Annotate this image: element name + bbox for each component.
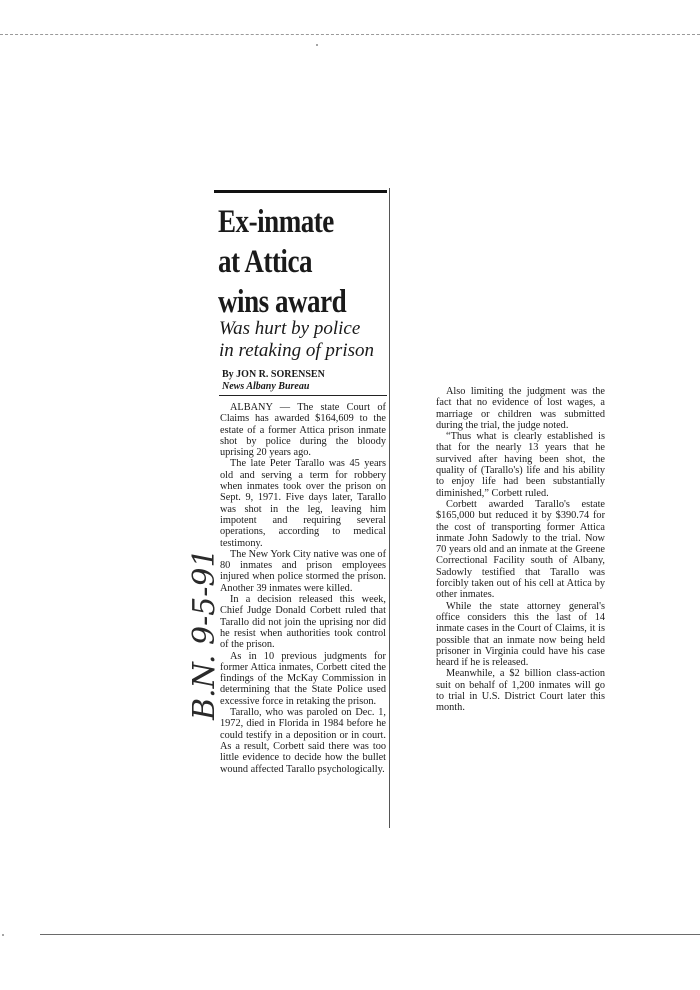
paragraph: Meanwhile, a $2 billion class-action suit on behalf of 1,200 inmates will go to trial in U.S. District Court later this month.: [436, 668, 605, 714]
paragraph: As in 10 previous judgments for former Attica inmates, Corbett cited the findings of the McKay Commission in determining that the State Police used excessive force in retaking the prison.: [220, 650, 386, 707]
scan-edge-bottom: [40, 934, 700, 935]
headline-line: Ex-inmate: [218, 204, 334, 240]
byline-rule: [219, 395, 387, 396]
paragraph: In a decision released this week, Chief Judge Donald Corbett ruled that Tarallo did not join the uprising nor did he resist when authorities took control of the prison.: [220, 594, 386, 651]
paragraph: The late Peter Tarallo was 45 years old and serving a term for robbery when inmates took over the prison on Sept. 9, 1971. Five days later, Tarallo was shot in the leg, leaving him impotent and requiring several operations, according to medical testimony.: [220, 458, 386, 549]
paragraph: ALBANY — The state Court of Claims has awarded $164,609 to the estate of a former Attica prison inmate shot by police during the bloody uprising 20 years ago.: [220, 402, 386, 459]
clipping-column-edge: [389, 188, 390, 828]
subheadline-line: in retaking of prison: [219, 340, 374, 361]
paragraph: Also limiting the judgment was the fact that no evidence of lost wages, a marriage or children was submitted during the trial, the judge noted.: [436, 386, 605, 431]
headline-line: at Attica: [218, 244, 313, 280]
article-column-1: [220, 402, 386, 775]
article-column-2: [436, 386, 605, 714]
subheadline-line: Was hurt by police: [219, 318, 361, 339]
subheadline: [219, 318, 399, 362]
handwritten-date-text: B.N. 9-5-91: [187, 548, 222, 720]
paragraph: The New York City native was one of 80 inmates and prison employees injured when police stormed the prison. Another 39 inmates were killed.: [220, 548, 386, 594]
paragraph: “Thus what is clearly established is that for the nearly 13 years that he survived after having been shot, the quality of (Tarallo's) life and his ability to enjoy life had been substantially diminished,” Corbett ruled.: [436, 431, 605, 499]
paragraph: Tarallo, who was paroled on Dec. 1, 1972, died in Florida in 1984 before he could testify in a deposition or in court. As a result, Corbett said there was too little evidence to decide how the bullet wound affected Tarallo psychologically.: [220, 707, 386, 775]
bureau-credit: News Albany Bureau: [222, 381, 310, 392]
paragraph: Corbett awarded Tarallo's estate $165,000 but reduced it by $390.74 for the cost of transporting former Attica inmate John Sadowly to the trial. Now 70 years old and an inmate at the Greene Correctional Facility south of Albany, Sadowly testified that Tarallo was forcibly taken out of his cell at Attica by other inmates.: [436, 498, 605, 601]
scan-speck: [2, 934, 4, 936]
paragraph: While the state attorney general's office considers this the last of 14 inmate cases in the Court of Claims, it is possible that an inmate now being held prisoner in Virginia could have his case heard if he is released.: [436, 600, 605, 669]
headline: [218, 202, 357, 322]
scan-speck: [316, 44, 318, 46]
scan-edge-top: [0, 34, 700, 35]
headline-line: wins award: [218, 284, 347, 320]
clipping-top-rule: [214, 190, 387, 193]
byline: By JON R. SORENSEN: [222, 369, 325, 380]
handwritten-date-annotation: [184, 448, 224, 728]
